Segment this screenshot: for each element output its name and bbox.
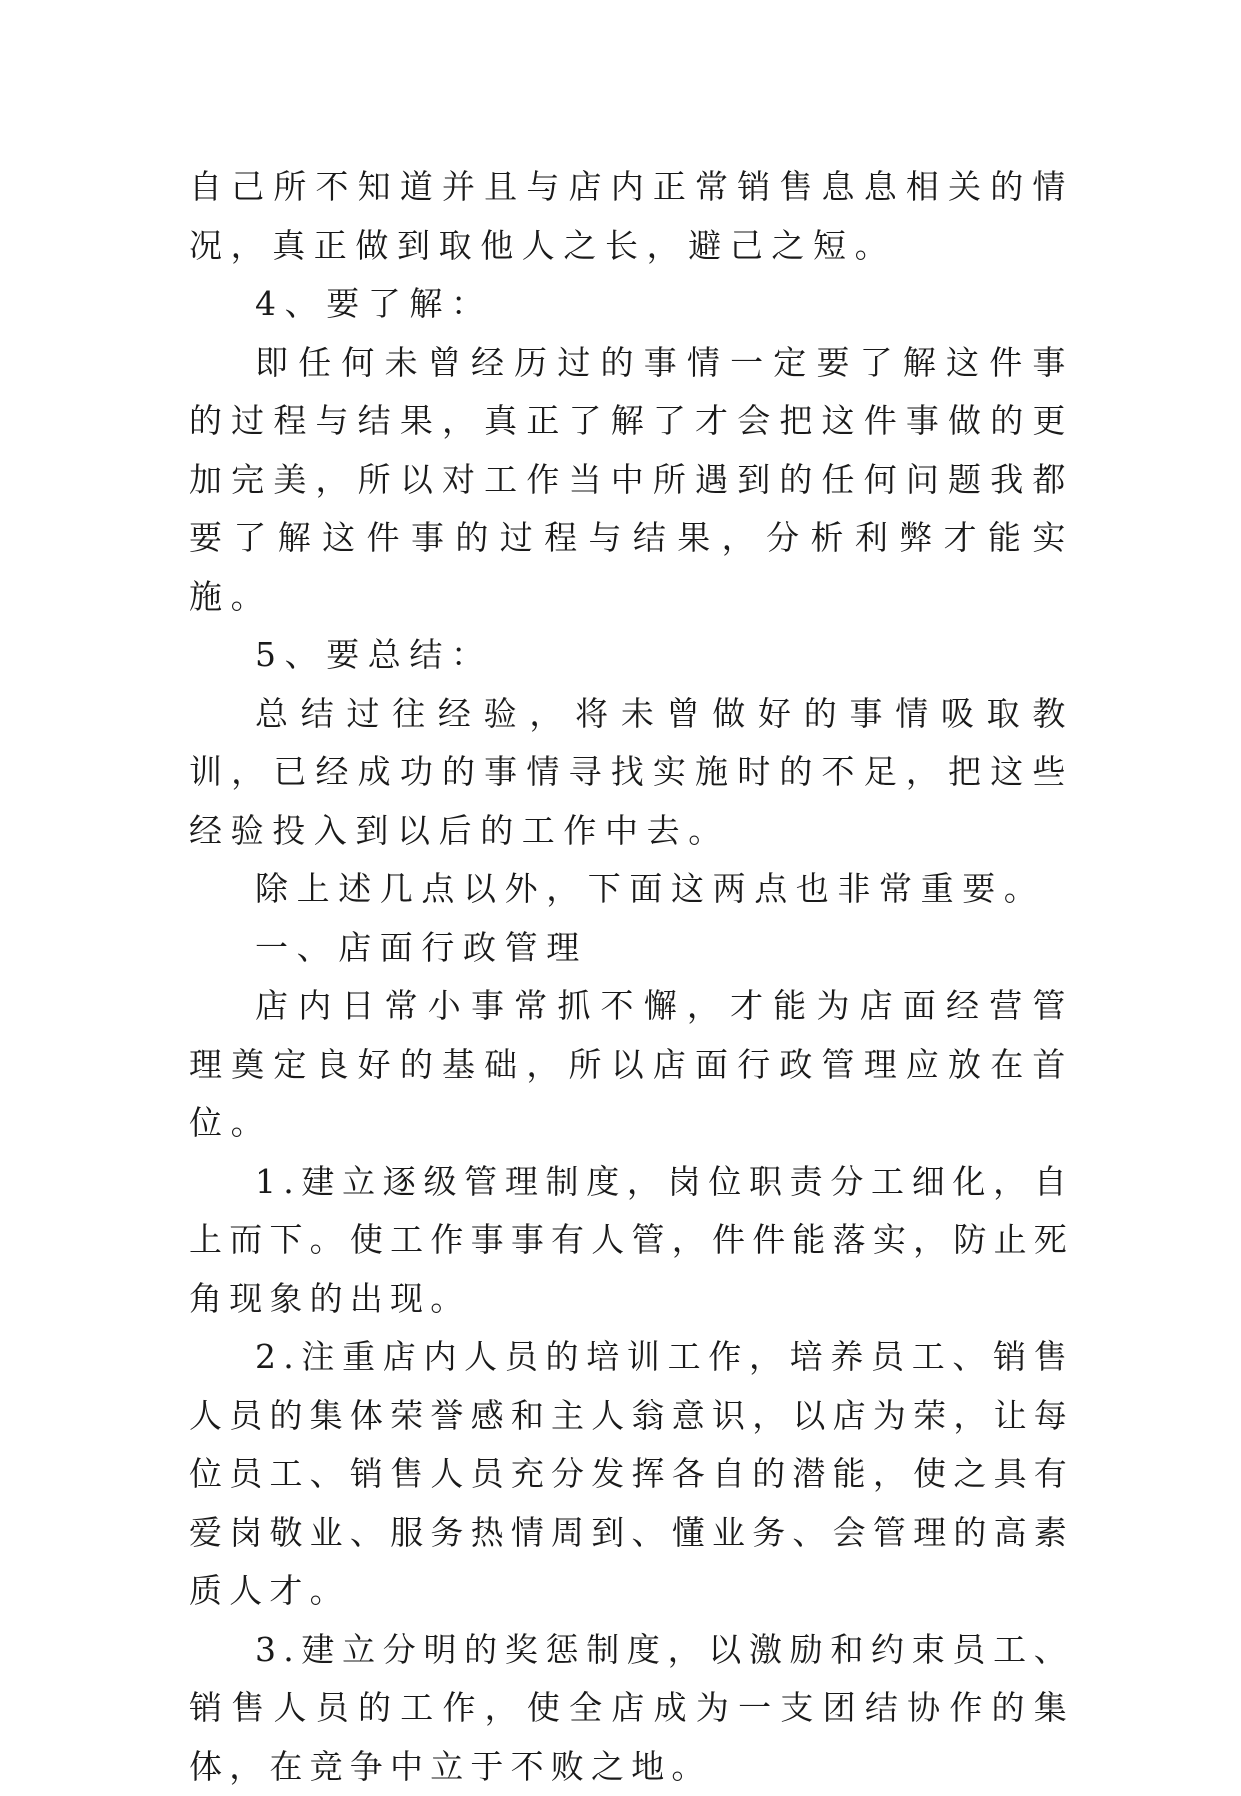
paragraph: 即任何未曾经历过的事情一定要了解这件事的过程与结果，真正了解了才会把这件事做的更加完美，所以对工作当中所遇到的任何问题我都要了解这件事的过程与结果，分析利弊才能实施。 xyxy=(189,334,1074,627)
numbered-item: 1.建立逐级管理制度，岗位职责分工细化，自上而下。使工作事事有人管，件件能落实，防止死角现象的出现。 xyxy=(189,1153,1074,1329)
paragraph: 店内日常小事常抓不懈，才能为店面经营管理奠定良好的基础，所以店面行政管理应放在首位。 xyxy=(189,977,1074,1153)
numbered-item: 2.注重店内人员的培训工作，培养员工、销售人员的集体荣誉感和主人翁意识，以店为荣，让每位员工、销售人员充分发挥各自的潜能，使之具有爱岗敬业、服务热情周到、懂业务、会管理的高素质人才。 xyxy=(189,1328,1074,1621)
section-heading: 5、要总结： xyxy=(189,626,1074,685)
paragraph: 自己所不知道并且与店内正常销售息息相关的情况，真正做到取他人之长，避己之短。 xyxy=(189,158,1074,275)
numbered-item: 3.建立分明的奖惩制度，以激励和约束员工、销售人员的工作，使全店成为一支团结协作的集体，在竞争中立于不败之地。 xyxy=(189,1621,1074,1796)
section-heading: 一、店面行政管理 xyxy=(189,919,1074,978)
document-body xyxy=(189,158,1074,1796)
section-heading: 4、要了解： xyxy=(189,275,1074,334)
paragraph: 除上述几点以外，下面这两点也非常重要。 xyxy=(189,860,1074,919)
paragraph: 总结过往经验，将未曾做好的事情吸取教训，已经成功的事情寻找实施时的不足，把这些经验投入到以后的工作中去。 xyxy=(189,685,1074,861)
